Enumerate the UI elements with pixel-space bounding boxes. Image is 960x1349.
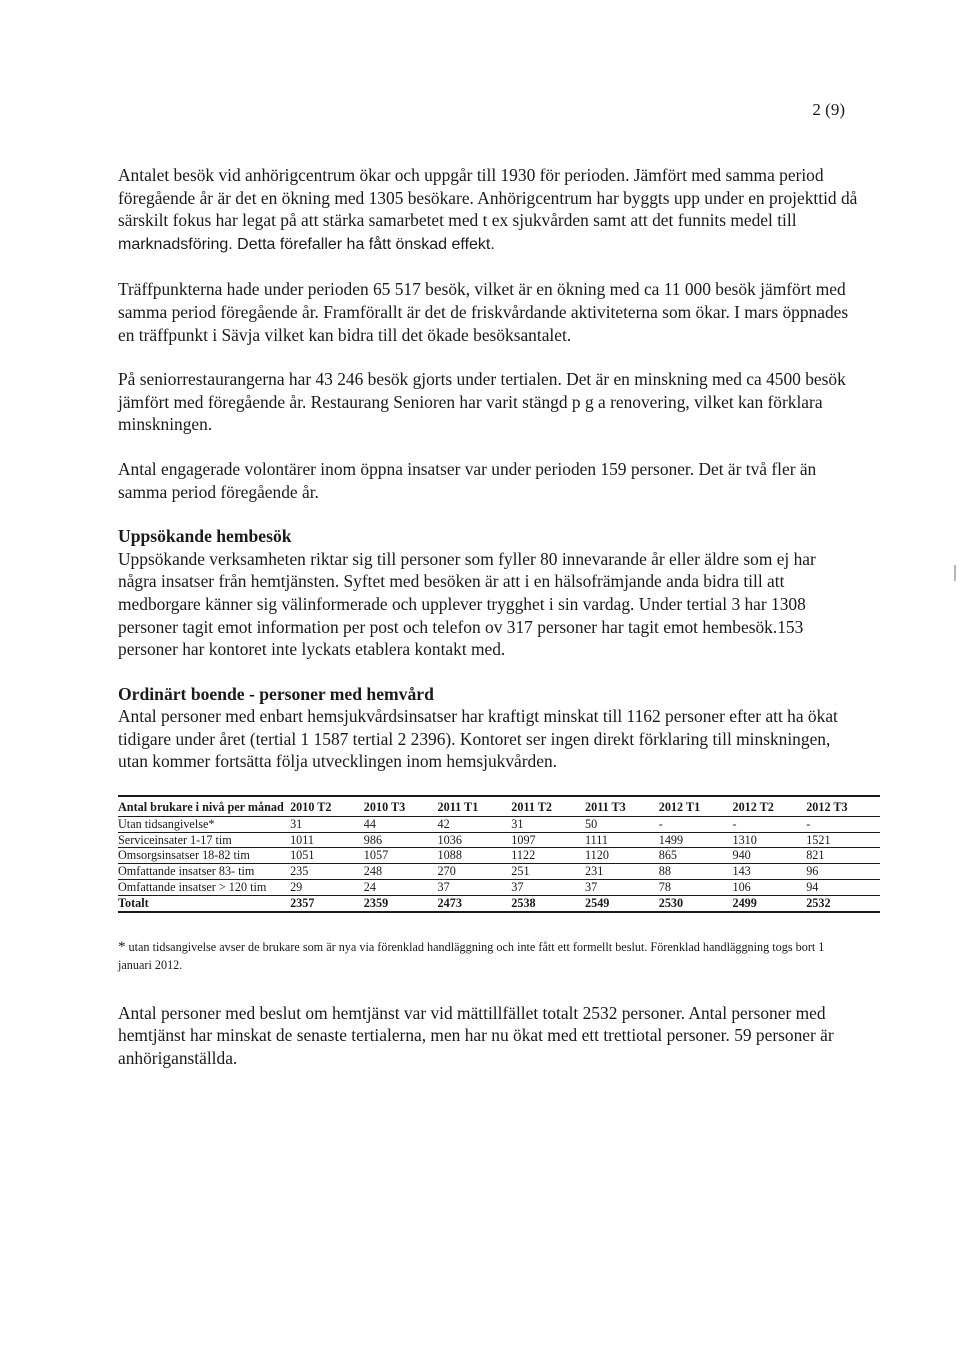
table-cell: - <box>732 816 806 832</box>
table-header-cell: 2012 T2 <box>732 800 774 815</box>
section-outreach <box>118 525 858 661</box>
paragraph-hemtjanst-total: Antal personer med beslut om hemtjänst var vid mättillfället totalt 2532 personer. Antal personer med hemtjänst har minskat de senaste tertialerna, men har nu ökat med ett trettiotal personer. 59 personer är anhöriganställda. <box>118 1002 834 1068</box>
table-cell: Omfattande insatser 83- tim <box>118 864 290 880</box>
table-row <box>118 864 880 880</box>
table-cell: Omfattande insatser > 120 tim <box>118 880 290 896</box>
table-cell: 1097 <box>511 832 585 848</box>
table-cell: 88 <box>659 864 733 880</box>
brukare-table <box>118 795 880 913</box>
table-total-cell: 2530 <box>658 895 684 910</box>
table-cell: 78 <box>659 880 733 896</box>
page-number: 2 (9) <box>812 100 845 119</box>
paragraph-traffpunkter: Träffpunkterna hade under perioden 65 517 besök, vilket är en ökning med ca 11 000 besök jämfört med samma period föregående år. Framförallt är det de friskvårdande aktiviteterna som ökar. I mars öppnades en träffpunkt i Sävja vilket kan bidra till det ökade besöksantalet. <box>118 279 849 345</box>
table-total-cell: 2549 <box>585 895 610 910</box>
table-cell: 106 <box>732 880 806 896</box>
table-cell: 986 <box>364 832 438 848</box>
table-cell: 42 <box>438 816 512 832</box>
table-cell: 821 <box>806 848 880 864</box>
table-cell: 37 <box>511 880 585 896</box>
table-cell: 24 <box>364 880 438 896</box>
table-cell: 248 <box>364 864 438 880</box>
table-cell: 270 <box>438 864 512 880</box>
paragraph-anhorigcentrum <box>118 164 858 256</box>
table-total-row <box>118 895 880 911</box>
table-total-cell: 2473 <box>437 895 462 910</box>
table-cell: 94 <box>806 880 880 896</box>
table-cell: 251 <box>511 864 585 880</box>
table-row <box>118 816 880 832</box>
section-ordinary-housing <box>118 683 858 773</box>
table-header-cell: 2010 T3 <box>363 800 406 815</box>
table-cell: 235 <box>290 864 364 880</box>
table-header-cell: 2010 T2 <box>290 800 332 815</box>
table-cell: 1120 <box>585 848 659 864</box>
table-cell: 1111 <box>585 832 659 848</box>
paragraph-seniorrestauranger: På seniorrestaurangerna har 43 246 besök gjorts under tertialen. Det är en minskning med ca 4500 besök jämfört med föregående år. Restaurang Senioren har varit stängd p g a renovering, vilket kan förklara minskningen. <box>118 369 846 435</box>
table-cell: 1499 <box>659 832 733 848</box>
table-row <box>118 848 880 864</box>
table-header-row <box>118 796 880 816</box>
table-cell: 50 <box>585 816 659 832</box>
table-cell: 31 <box>511 816 585 832</box>
table-cell: 1036 <box>438 832 512 848</box>
table-cell: 1057 <box>364 848 438 864</box>
table-row <box>118 832 880 848</box>
table-cell: 1122 <box>511 848 585 864</box>
table-cell: 865 <box>659 848 733 864</box>
table-cell: 31 <box>290 816 364 832</box>
table-header-cell: Antal brukare i nivå per månad <box>118 800 284 815</box>
table-cell: 1088 <box>438 848 512 864</box>
section-outreach-body: Uppsökande verksamheten riktar sig till personer som fyller 80 innevarande år eller äldre som ej har några insatser från hemtjänsten. Syftet med besöken är att i en hälsofrämjande anda bidra till att medborgare känner sig välinformerade och upplever trygghet i sin vardag. Under tertial 3 har 1308 personer tagit emot information per post och telefon ov 317 personer har tagit emot hembesök.153 personer har kontoret inte lyckats etablera kontakt med. <box>118 548 816 660</box>
table-cell: 940 <box>732 848 806 864</box>
paragraph-volontarer: Antal engagerade volontärer inom öppna insatser var under perioden 159 personer. Det är två fler än samma period föregående år. <box>118 458 817 502</box>
table-cell: 1310 <box>732 832 806 848</box>
table-cell: - <box>659 816 733 832</box>
table-cell: Omsorgsinsatser 18-82 tim <box>118 848 290 864</box>
table-cell: 1051 <box>290 848 364 864</box>
table-cell: 1011 <box>290 832 364 848</box>
table-cell: 1521 <box>806 832 880 848</box>
table-total-cell: Totalt <box>118 895 149 910</box>
table-cell: 231 <box>585 864 659 880</box>
table-header-cell: 2011 T1 <box>437 800 479 815</box>
table-header-cell: 2011 T2 <box>511 800 553 815</box>
footnote-text: utan tidsangivelse avser de brukare som är nya via förenklad handläggning och inte fått ett formellt beslut. Förenklad handläggning togs bort 1 januari 2012. <box>118 939 825 972</box>
table-cell: - <box>806 816 880 832</box>
table-footnote <box>118 938 858 974</box>
document-body <box>118 164 858 1091</box>
table-total-cell: 2357 <box>290 895 315 910</box>
table-header-cell: 2011 T3 <box>585 800 626 815</box>
footnote-marker: * <box>118 938 126 955</box>
table-total-cell: 2359 <box>363 895 389 910</box>
table-cell: 96 <box>806 864 880 880</box>
section-ordinary-housing-heading: Ordinärt boende - personer med hemvård <box>118 683 434 704</box>
table-cell: 37 <box>585 880 659 896</box>
table-cell: 44 <box>364 816 438 832</box>
table-header-cell: 2012 T1 <box>658 800 701 815</box>
table-total-cell: 2532 <box>806 895 831 910</box>
table-cell: 143 <box>732 864 806 880</box>
table-total-cell: 2538 <box>511 895 536 910</box>
scan-margin-mark <box>954 565 956 581</box>
table-cell: 37 <box>438 880 512 896</box>
section-outreach-heading: Uppsökande hembesök <box>118 526 292 547</box>
paragraph-anhorigcentrum-serif: Antalet besök vid anhörigcentrum ökar och uppgår till 1930 för perioden. Jämfört med samma period föregående år är det en ökning med 1305 besökare. Anhörigcentrum har byggts upp under en projekttid då särskilt fokus har legat på att stärka samarbetet med t ex sjukvården samt att det funnits medel till <box>118 165 858 231</box>
table-cell: Serviceinsater 1-17 tim <box>118 832 290 848</box>
table-header-cell: 2012 T3 <box>806 800 848 815</box>
paragraph-anhorigcentrum-sans: marknadsföring. Detta förefaller ha fått önskad effekt. <box>118 235 495 253</box>
table-total-cell: 2499 <box>732 895 757 910</box>
table-row <box>118 880 880 896</box>
table-cell: Utan tidsangivelse* <box>118 816 290 832</box>
section-ordinary-housing-body: Antal personer med enbart hemsjukvårdsinsatser har kraftigt minskat till 1162 personer efter att ha ökat tidigare under året (tertial 1 1587 tertial 2 2396). Kontoret ser ingen direkt förklaring till minskningen, utan kommer fortsätta följa utvecklingen inom hemsjukvården. <box>118 706 838 772</box>
table-cell: 29 <box>290 880 364 896</box>
